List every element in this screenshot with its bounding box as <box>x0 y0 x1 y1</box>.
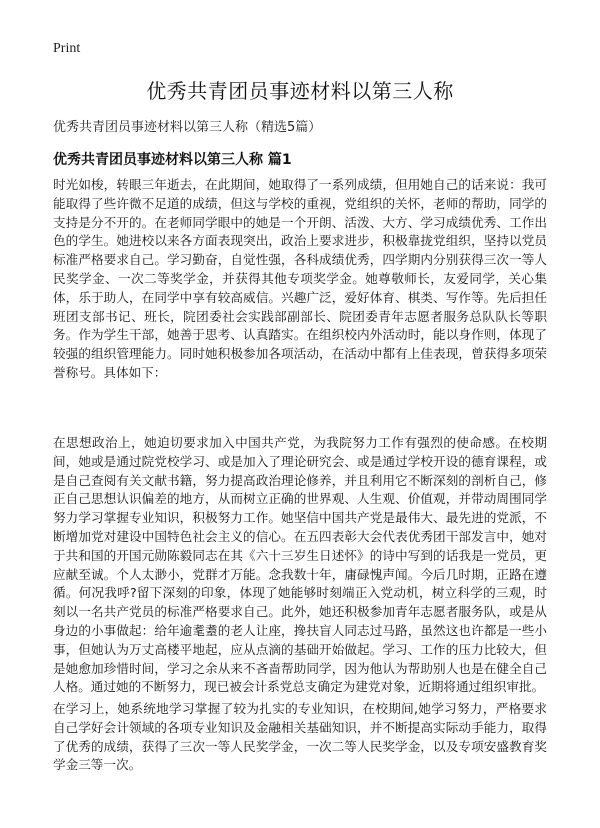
document-subtitle: 优秀共青团员事迹材料以第三人称（精选5篇） <box>53 120 322 135</box>
print-label: Print <box>53 41 81 56</box>
body-paragraph: 在思想政治上，她迫切要求加入中国共产党，为我院努力工作有强烈的使命感。在校期间，她或是通过院党校学习、或是加入了理论研究会、或是通过学校开设的德育课程，或是自己查阅有关文献书籍，努力提高政治理论修养，并且利用它不断深刻的剖析自己，修正自己思想认识偏差的地方，从而树立正确的世界观、人生观、价值观，并带动周围同学努力学习掌握专业知识，积极努力工作。她坚信中国共产党是最伟大、最先进的党派，不断增加党对建设中国特色社会主义的信心。在五四表彰大会代表优秀团干部发言中，她对于共和国的开国元勋陈毅同志在其《六十三岁生日述怀》的诗中写到的话我是一党员，更应献至诚。个人太渺小，党群才万能。念我数十年，庸碌愧声闻。今后几时期，正路在遵循。何况我呼?留下深刻的印象，体现了她能够时刻端正入党动机，树立科学的三观，时刻以一名共产党员的标准严格要求自己。此外，她还积极参加青年志愿者服务队，或是从身边的小事做起：给年逾耄耋的老人让座，搀扶盲人同志过马路，虽然这也许都是一些小事，但她认为万丈高楼平地起，应从点滴的基础开始做起。学习、工作的压力比较大，但是她愈加珍惜时间，学习之余从来不吝啬帮助同学，因为他认为帮助别人也是在健全自己人格。通过她的不断努力，现已被会计系党总支确定为建党对象，近期将通过组织审批。 <box>53 435 547 695</box>
body-paragraph: 在学习上，她系统地学习掌握了较为扎实的专业知识，在校期间,她学习努力，严格要求自己学好会计领域的各项专业知识及金融相关基础知识，并不断提高实际动手能力，取得了优秀的成绩，获得了三次一等人民奖学金，一次二等人民奖学金，以及专项安盛教育奖学金三等一次。 <box>53 701 547 773</box>
body-paragraph: 时光如梭，转眼三年逝去，在此期间，她取得了一系列成绩，但用她自己的话来说：我可能取得了些许微不足道的成绩，但这与学校的重视，党组织的关怀，老师的帮助，同学的支持是分不开的。在老师同学眼中的她是一个开朗、活泼、大方、学习成绩优秀、工作出色的学生。她进校以来各方面表现突出，政治上要求进步，积极靠拢党组织，坚持以党员标准严格要求自己。学习勤奋，自觉性强，各科成绩优秀，四学期内分别获得三次一等人民奖学金、一次二等奖学金，并获得其他专项奖学金。她尊敬师长，友爱同学，关心集体，乐于助人，在同学中享有较高威信。兴趣广泛，爱好体育、棋类、写作等。先后担任班团支部书记、班长，院团委社会实践部副部长、院团委青年志愿者服务总队队长等职务。作为学生干部，她善于思考、认真踏实。在组织校内外活动时，能以身作则，体现了较强的组织管理能力。同时她积极参加各项活动，在活动中都有上佳表现，曾获得多项荣誉称号。具体如下： <box>53 177 547 380</box>
document-title: 优秀共青团员事迹材料以第三人称 <box>146 79 454 103</box>
section-heading: 优秀共青团员事迹材料以第三人称 篇1 <box>53 152 292 168</box>
